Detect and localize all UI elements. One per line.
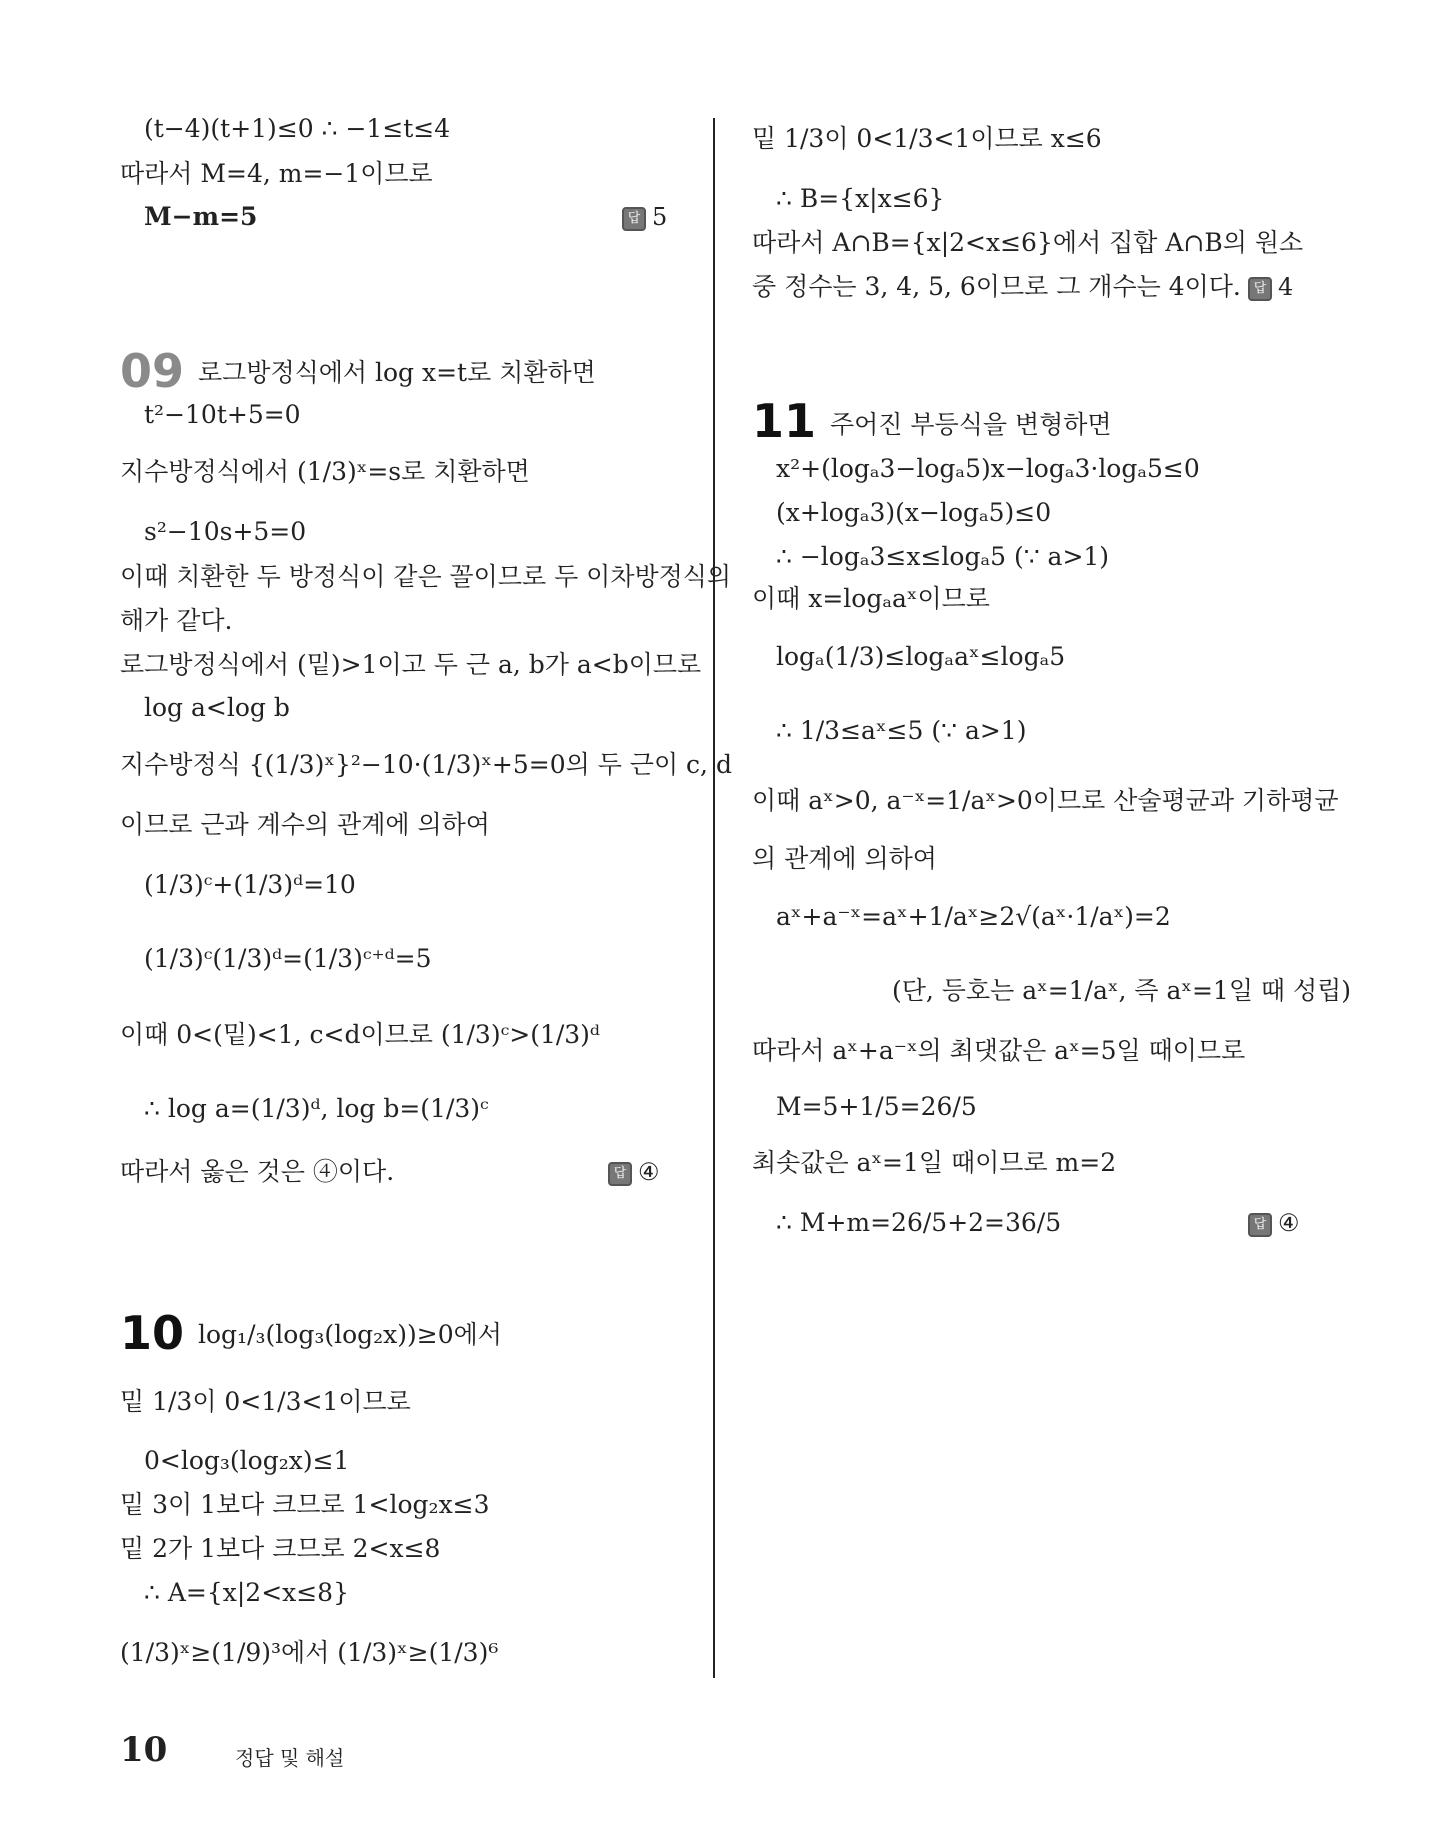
answer-value: 5 xyxy=(652,203,668,231)
text-line: ∴ −logₐ3≤x≤logₐ5 (∵ a>1) xyxy=(776,542,1110,571)
question-number-09: 09 xyxy=(120,344,185,398)
answer-badge: 답 xyxy=(1248,1213,1272,1237)
text-line: log₁/₃(log₃(log₂x))≥0에서 xyxy=(198,1320,502,1349)
answer-value: 4 xyxy=(1278,273,1294,301)
text-line: 밑 1/3이 0<1/3<1이므로 xyxy=(120,1387,411,1416)
page-number: 10 xyxy=(120,1730,168,1770)
text-line: 의 관계에 의하여 xyxy=(752,844,937,873)
text-line: log a<log b xyxy=(144,693,290,722)
text-line: (1/3)ᶜ+(1/3)ᵈ=10 xyxy=(144,870,356,899)
text-line: ∴ A={x|2<x≤8} xyxy=(144,1578,349,1607)
column-divider xyxy=(713,118,715,1678)
text-line: 밑 2가 1보다 크므로 2<x≤8 xyxy=(120,1534,441,1563)
question-number-10: 10 xyxy=(120,1306,185,1360)
text-line: 따라서 aˣ+a⁻ˣ의 최댓값은 aˣ=5일 때이므로 xyxy=(752,1036,1246,1065)
text-line: 이때 x=logₐaˣ이므로 xyxy=(752,584,990,613)
answer-value: ④ xyxy=(1278,1209,1300,1237)
text-line: 따라서 옳은 것은 ④이다. xyxy=(120,1157,395,1186)
text-line: ∴ M+m=26/5+2=36/5 xyxy=(776,1208,1062,1237)
text-line: (x+logₐ3)(x−logₐ5)≤0 xyxy=(776,498,1052,527)
text-line: (1/3)ᶜ(1/3)ᵈ=(1/3)ᶜ⁺ᵈ=5 xyxy=(144,944,432,973)
answer-value: ④ xyxy=(638,1158,660,1186)
answer-mark xyxy=(622,200,667,236)
text-line: 밑 3이 1보다 크므로 1<log₂x≤3 xyxy=(120,1490,490,1519)
text-line: 지수방정식에서 (1/3)ˣ=s로 치환하면 xyxy=(120,457,530,486)
text-line: 이므로 근과 계수의 관계에 의하여 xyxy=(120,810,490,839)
text-line: 중 정수는 3, 4, 5, 6이므로 그 개수는 4이다. xyxy=(752,272,1241,301)
text-line: 로그방정식에서 log x=t로 치환하면 xyxy=(198,358,596,387)
text-line: 따라서 M=4, m=−1이므로 xyxy=(120,159,433,188)
text-line: (t−4)(t+1)≤0 ∴ −1≤t≤4 xyxy=(144,114,451,143)
text-line: 이때 치환한 두 방정식이 같은 꼴이므로 두 이차방정식의 xyxy=(120,562,732,591)
answer-badge: 답 xyxy=(1248,277,1272,301)
text-line: ∴ log a=(1/3)ᵈ, log b=(1/3)ᶜ xyxy=(144,1094,489,1123)
answer-mark xyxy=(1248,270,1293,306)
text-line: M=5+1/5=26/5 xyxy=(776,1092,977,1121)
answer-badge: 답 xyxy=(622,207,646,231)
text-line: 이때 aˣ>0, a⁻ˣ=1/aˣ>0이므로 산술평균과 기하평균 xyxy=(752,786,1339,815)
text-line: 지수방정식 {(1/3)ˣ}²−10·(1/3)ˣ+5=0의 두 근이 c, d xyxy=(120,750,732,779)
text-line: s²−10s+5=0 xyxy=(144,517,307,546)
text-line: M−m=5 xyxy=(144,202,258,231)
text-line: 해가 같다. xyxy=(120,606,233,635)
text-line: 0<log₃(log₂x)≤1 xyxy=(144,1446,350,1475)
text-line: 최솟값은 aˣ=1일 때이므로 m=2 xyxy=(752,1148,1117,1177)
text-line: (단, 등호는 aˣ=1/aˣ, 즉 aˣ=1일 때 성립) xyxy=(892,976,1352,1005)
text-line: logₐ(1/3)≤logₐaˣ≤logₐ5 xyxy=(776,642,1066,671)
text-line: x²+(logₐ3−logₐ5)x−logₐ3·logₐ5≤0 xyxy=(776,454,1200,483)
text-line: 밑 1/3이 0<1/3<1이므로 x≤6 xyxy=(752,124,1102,153)
answer-mark xyxy=(608,1155,660,1191)
text-line: 따라서 A∩B={x|2<x≤6}에서 집합 A∩B의 원소 xyxy=(752,228,1304,257)
text-line: 주어진 부등식을 변형하면 xyxy=(830,410,1112,439)
answer-mark xyxy=(1248,1206,1300,1242)
text-line: aˣ+a⁻ˣ=aˣ+1/aˣ≥2√(aˣ·1/aˣ)=2 xyxy=(776,902,1171,931)
text-line: t²−10t+5=0 xyxy=(144,400,301,429)
question-number-11: 11 xyxy=(752,394,817,448)
text-line: ∴ B={x|x≤6} xyxy=(776,184,945,213)
text-line: 이때 0<(밑)<1, c<d이므로 (1/3)ᶜ>(1/3)ᵈ xyxy=(120,1020,600,1049)
footer-title: 정답 및 해설 xyxy=(235,1746,345,1770)
text-line: 로그방정식에서 (밑)>1이고 두 근 a, b가 a<b이므로 xyxy=(120,650,702,679)
answer-badge: 답 xyxy=(608,1162,632,1186)
text-line: ∴ 1/3≤aˣ≤5 (∵ a>1) xyxy=(776,716,1027,745)
text-line: (1/3)ˣ≥(1/9)³에서 (1/3)ˣ≥(1/3)⁶ xyxy=(120,1638,499,1667)
